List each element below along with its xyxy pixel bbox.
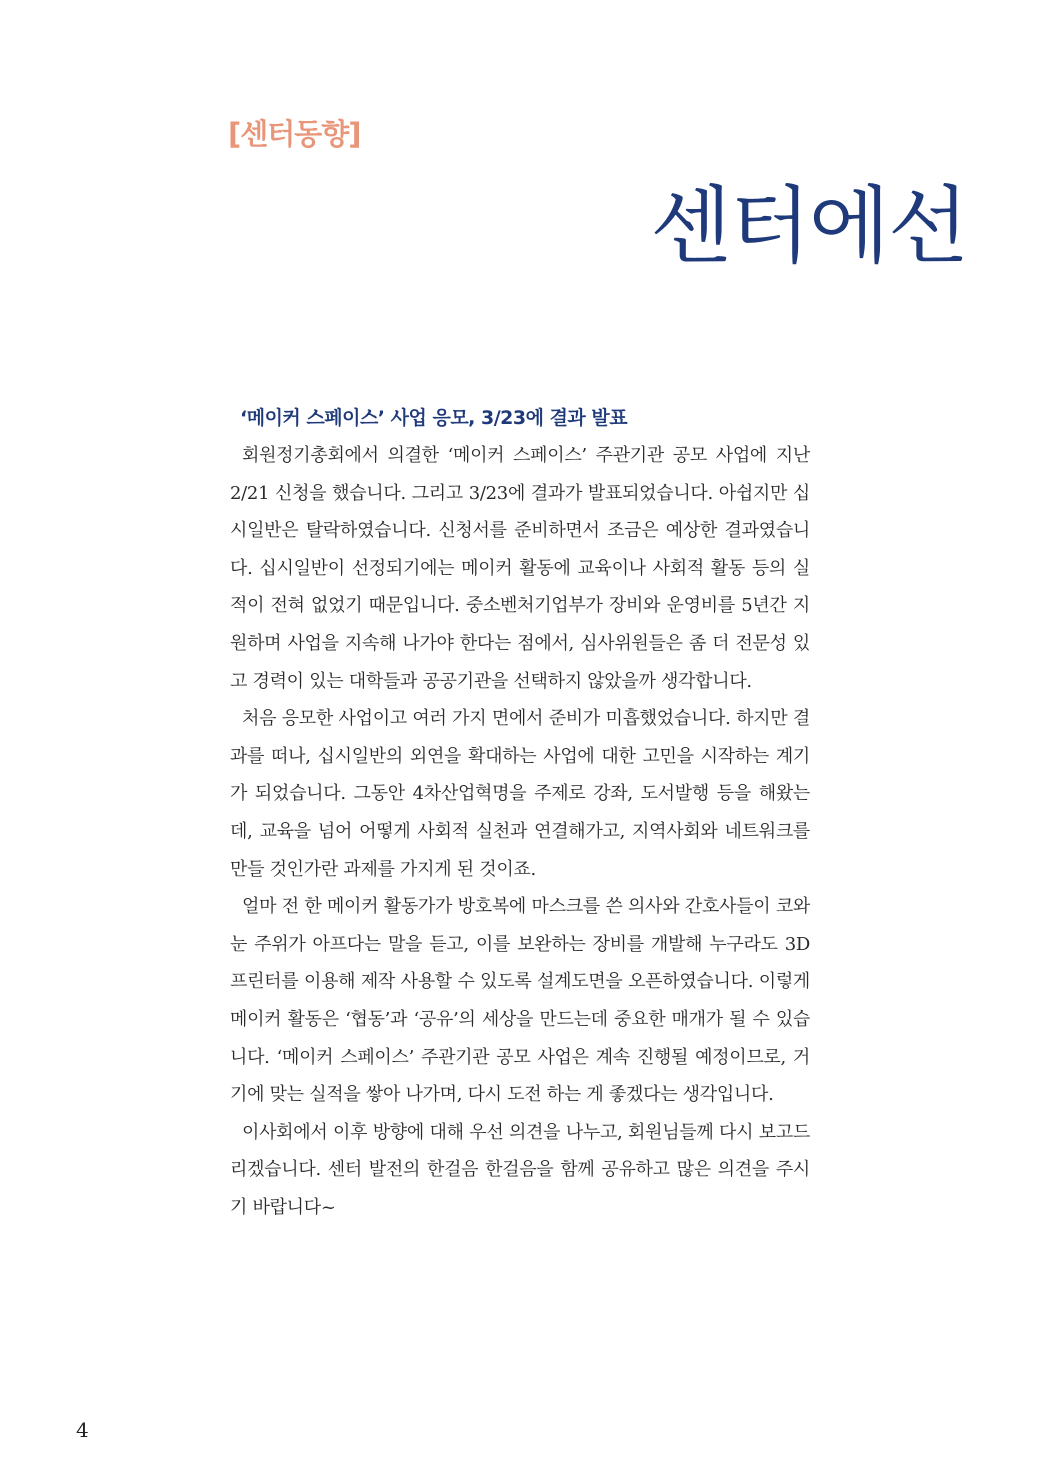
article-paragraph-2: 처음 응모한 사업이고 여러 가지 면에서 준비가 미흡했었습니다. 하지만 결과를 떠나, 십시일반의 외연을 확대하는 사업에 대한 고민을 시작하는 계기가 되었습니다. 그동안 4차산업혁명을 주제로 강좌, 도서발행 등을 해왔는데, 교육을 넘어 어떻게 사회적 실천과 연결해가고, 지역사회와 네트워크를 만들 것인가란 과제를 가지게 된 것이죠. [230, 708, 810, 880]
section-tag: [센터동향] [228, 117, 361, 151]
article-paragraph-4: 이사회에서 이후 방향에 대해 우선 의견을 나누고, 회원님들께 다시 보고드리겠습니다. 센터 발전의 한걸음 한걸음을 함께 공유하고 많은 의견을 주시기 바랍니다~ [230, 1121, 810, 1218]
page-title: 센터에선 [650, 177, 967, 275]
article-heading: ‘메이커 스페이스’ 사업 응모, 3/23에 결과 발표 [240, 407, 628, 429]
article [230, 400, 810, 1226]
page-number: 4 [76, 1418, 89, 1442]
article-paragraph-1: 회원정기총회에서 의결한 ‘메이커 스페이스’ 주관기관 공모 사업에 지난 2/21 신청을 했습니다. 그리고 3/23에 결과가 발표되었습니다. 아쉽지만 십시일반은 탈락하였습니다. 신청서를 준비하면서 조금은 예상한 결과였습니다. 십시일반이 선정되기에는 메이커 활동에 교육이나 사회적 활동 등의 실적이 전혀 없었기 때문입니다. 중소벤처기업부가 장비와 운영비를 5년간 지원하며 사업을 지속해 나가야 한다는 점에서, 심사위원들은 좀 더 전문성 있고 경력이 있는 대학들과 공공기관을 선택하지 않았을까 생각합니다. [230, 445, 810, 692]
article-paragraph-3: 얼마 전 한 메이커 활동가가 방호복에 마스크를 쓴 의사와 간호사들이 코와 눈 주위가 아프다는 말을 듣고, 이를 보완하는 장비를 개발해 누구라도 3D 프린터를 이용해 제작 사용할 수 있도록 설계도면을 오픈하였습니다. 이렇게 메이커 활동은 ‘협동’과 ‘공유’의 세상을 만드는데 중요한 매개가 될 수 있습니다. ‘메이커 스페이스’ 주관기관 공모 사업은 계속 진행될 예정이므로, 거기에 맞는 실적을 쌓아 나가며, 다시 도전 하는 게 좋겠다는 생각입니다. [230, 896, 810, 1106]
